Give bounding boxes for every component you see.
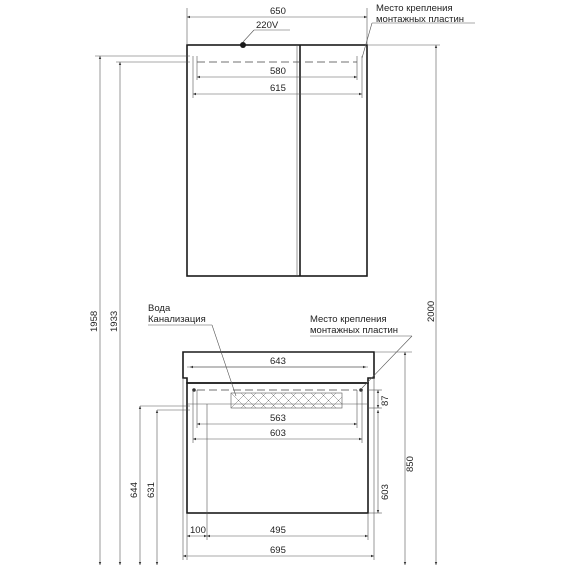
mount-label-top-2: монтажных пластин bbox=[376, 14, 465, 25]
dim-615: 615 bbox=[270, 83, 286, 94]
mount-label-top-1: Место крепления bbox=[376, 3, 453, 14]
dim-1933: 1933 bbox=[109, 310, 120, 332]
dim-495: 495 bbox=[270, 525, 286, 536]
dim-603-horizontal: 603 bbox=[270, 428, 286, 439]
dim-563: 563 bbox=[270, 413, 286, 424]
dim-695: 695 bbox=[270, 545, 286, 556]
dim-87: 87 bbox=[380, 395, 391, 406]
dim-644: 644 bbox=[129, 482, 140, 498]
voltage-label: 220V bbox=[256, 20, 279, 31]
dim-850: 850 bbox=[405, 456, 416, 472]
dim-100: 100 bbox=[190, 525, 206, 536]
vanity-dimensions bbox=[129, 303, 416, 565]
power-outlet-icon bbox=[240, 42, 246, 48]
dim-631: 631 bbox=[146, 482, 157, 498]
dim-2000: 2000 bbox=[426, 300, 437, 322]
dim-603-vertical: 603 bbox=[380, 484, 391, 500]
sewer-label: Канализация bbox=[148, 314, 206, 325]
mount-label-bottom-1: Место крепления bbox=[310, 314, 387, 325]
dim-643: 643 bbox=[270, 356, 286, 367]
top-dimensions bbox=[187, 3, 475, 98]
plumbing-zone bbox=[231, 393, 342, 408]
dim-580: 580 bbox=[270, 66, 286, 77]
dim-650: 650 bbox=[270, 6, 286, 17]
mount-label-bottom-2: монтажных пластин bbox=[310, 325, 399, 336]
dim-1958: 1958 bbox=[89, 310, 100, 332]
water-label: Вода bbox=[148, 303, 171, 314]
